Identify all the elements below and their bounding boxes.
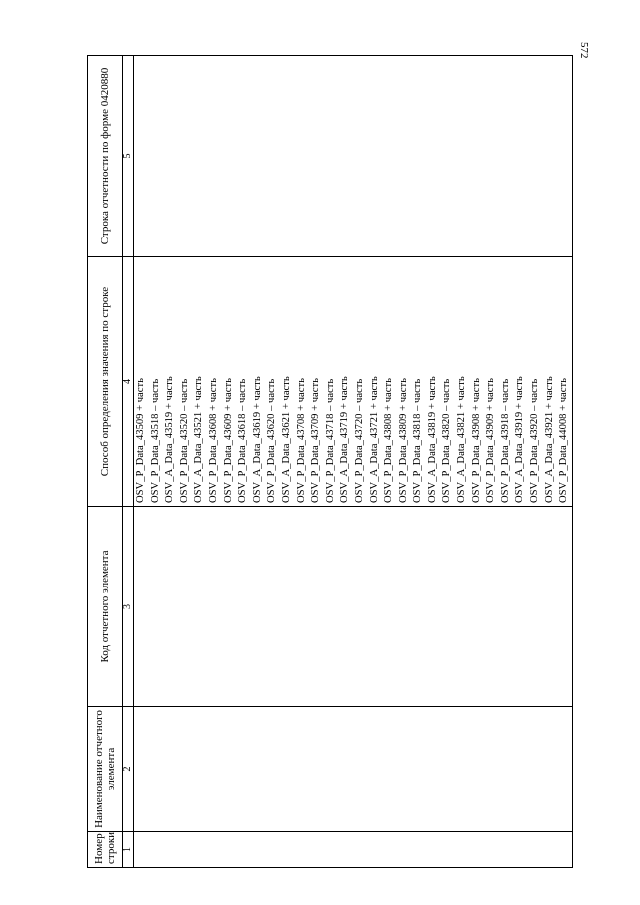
method-list-item: OSV_P_Data_43708 + часть — [295, 378, 307, 503]
method-list-item: OSV_A_Data_43621 + часть — [280, 376, 292, 503]
header-element-code: Код отчетного элемента — [88, 507, 123, 707]
element-code-cell — [134, 507, 573, 707]
method-list-item: OSV_P_Data_43918 – часть — [499, 378, 511, 503]
column-number: 2 — [123, 707, 134, 832]
method-list-item: OSV_P_Data_43908 + часть — [470, 378, 482, 503]
line-number-cell — [134, 832, 573, 868]
method-list-item: OSV_A_Data_43519 + часть — [164, 376, 176, 503]
method-list-item: OSV_P_Data_43909 + часть — [485, 378, 497, 503]
method-list-item: OSV_P_Data_43609 + часть — [222, 378, 234, 503]
column-number: 3 — [123, 507, 134, 707]
table-row — [134, 56, 573, 868]
method-list — [134, 260, 572, 503]
header-form-line: Строка отчетности по форме 0420880 — [88, 56, 123, 257]
header-calculation-method: Способ определения значения по строке — [88, 257, 123, 507]
form-line-cell — [134, 56, 573, 257]
element-name-cell — [134, 707, 573, 832]
method-list-item: OSV_P_Data_43618 – часть — [237, 378, 249, 503]
rotated-table-container — [87, 56, 616, 868]
column-number: 4 — [123, 257, 134, 507]
calculation-method-cell — [134, 257, 573, 507]
method-list-item: OSV_P_Data_43820 – часть — [441, 378, 453, 503]
method-list-item: OSV_P_Data_43808 + часть — [383, 378, 395, 503]
method-list-item: OSV_A_Data_43521 + часть — [193, 376, 205, 503]
method-list-item: OSV_A_Data_43721 + часть — [368, 376, 380, 503]
method-list-item: OSV_P_Data_43720 – часть — [353, 378, 365, 503]
header-row — [88, 56, 123, 868]
method-list-item: OSV_P_Data_43809 + часть — [397, 378, 409, 503]
method-list-item: OSV_A_Data_43919 + часть — [514, 376, 526, 503]
method-list-item: OSV_A_Data_43619 + часть — [251, 376, 263, 503]
method-list-item: OSV_P_Data_43620 – часть — [266, 378, 278, 503]
method-list-item: OSV_P_Data_43718 – часть — [324, 378, 336, 503]
header-element-name: Наименование отчетного элемента — [88, 707, 123, 832]
method-list-item: OSV_P_Data_43518 – часть — [149, 378, 161, 503]
method-list-item: OSV_A_Data_43921 + часть — [543, 376, 555, 503]
column-number: 1 — [123, 832, 134, 868]
method-list-item: OSV_P_Data_43520 – часть — [178, 378, 190, 503]
method-list-item: OSV_A_Data_43719 + часть — [339, 376, 351, 503]
column-number-row — [123, 56, 134, 868]
method-list-item: OSV_A_Data_43821 + часть — [456, 376, 468, 503]
method-list-item: OSV_P_Data_43709 + часть — [310, 378, 322, 503]
method-list-item: OSV_P_Data_44008 + часть — [558, 378, 570, 503]
method-list-item: OSV_P_Data_43818 – часть — [412, 378, 424, 503]
column-number: 5 — [123, 56, 134, 257]
method-list-item: OSV_P_Data_43509 + часть — [135, 378, 146, 503]
method-list-item: OSV_P_Data_43608 + часть — [207, 378, 219, 503]
page-number: 572 — [578, 42, 590, 59]
reporting-table — [87, 55, 573, 868]
header-line-number: Номер строки — [88, 832, 123, 868]
method-list-item: OSV_A_Data_43819 + часть — [426, 376, 438, 503]
method-list-item: OSV_P_Data_43920 – часть — [529, 378, 541, 503]
